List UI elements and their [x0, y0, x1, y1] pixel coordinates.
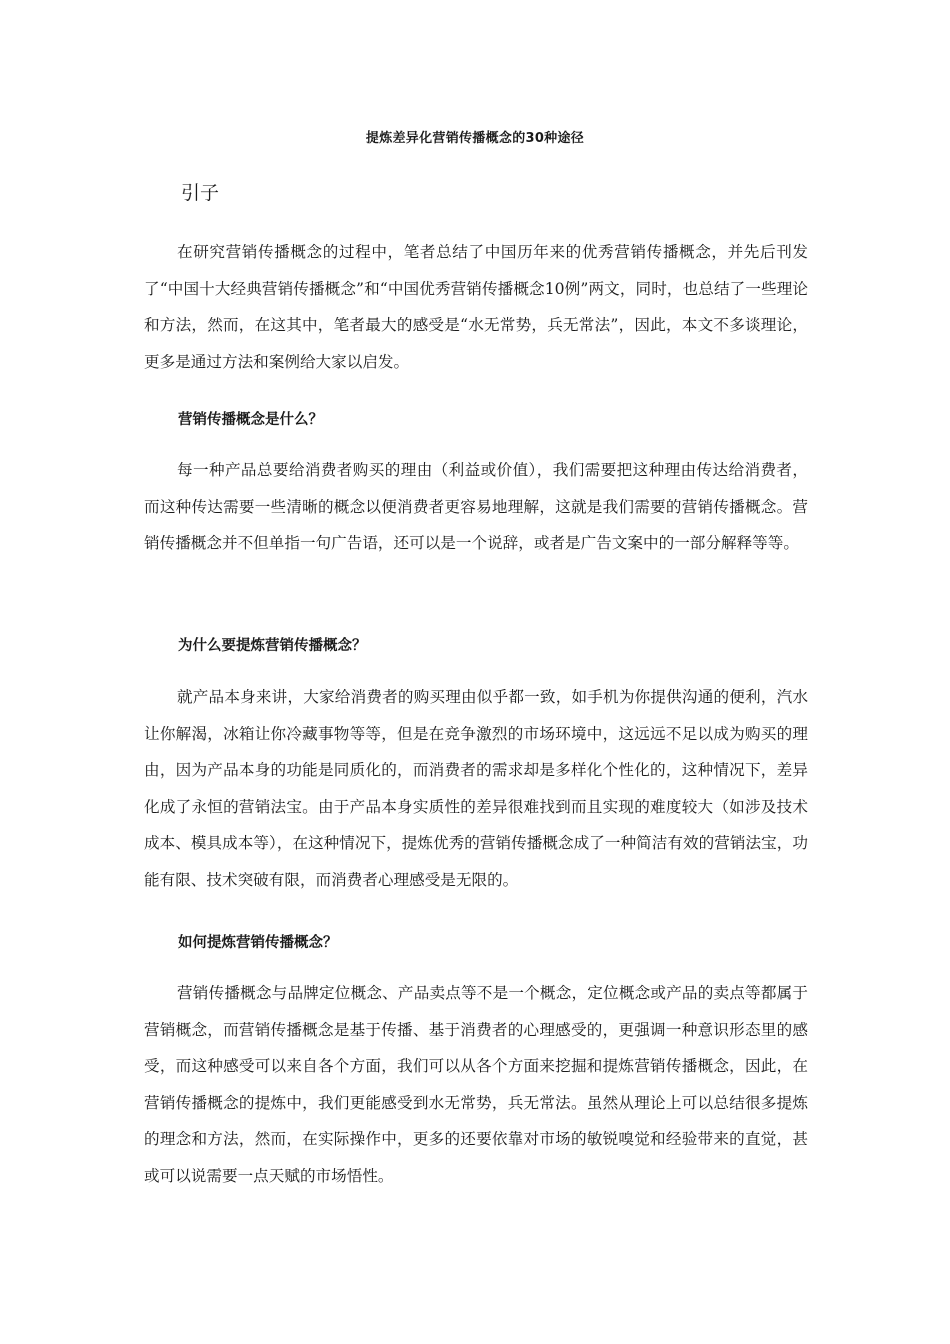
section-heading-how: 如何提炼营销传播概念？ — [178, 935, 338, 951]
section-paragraph-what: 每一种产品总要给消费者购买的理由（利益或价值），我们需要把这种理由传达给消费者，而这种传达需要一些清晰的概念以便消费者更容易地理解，这就是我们需要的营销传播概念。营销传播概念并不但单指一句广告语，还可以是一个说辞，或者是广告文案中的一部分解释等等。 — [144, 461, 808, 552]
section-heading-why: 为什么要提炼营销传播概念？ — [178, 638, 367, 654]
section-paragraph-why: 就产品本身来讲，大家给消费者的购买理由似乎都一致，如手机为你提供沟通的便利，汽水让你解渴，冰箱让你冷藏事物等等，但是在竞争激烈的市场环境中，这远远不足以成为购买的理由，因为产品本身的功能是同质化的，而消费者的需求却是多样化个性化的，这种情况下，差异化成了永恒的营销法宝。由于产品本身实质性的差异很难找到而且实现的难度较大（如涉及技术成本、模具成本等），在这种情况下，提炼优秀的营销传播概念成了一种简洁有效的营销法宝，功能有限、技术突破有限，而消费者心理感受是无限的。 — [144, 688, 808, 889]
intro-heading: 引子 — [181, 182, 220, 204]
section-paragraph-how: 营销传播概念与品牌定位概念、产品卖点等不是一个概念，定位概念或产品的卖点等都属于营销概念，而营销传播概念是基于传播、基于消费者的心理感受的，更强调一种意识形态里的感受，而这种感受可以来自各个方面，我们可以从各个方面来挖掘和提炼营销传播概念，因此，在营销传播概念的提炼中，我们更能感受到水无常势，兵无常法。虽然从理论上可以总结很多提炼的理念和方法，然而，在实际操作中，更多的还要依靠对市场的敏锐嗅觉和经验带来的直觉，甚或可以说需要一点天赋的市场悟性。 — [144, 984, 808, 1185]
section-heading-what: 营销传播概念是什么？ — [178, 412, 323, 428]
document-title: 提炼差异化营销传播概念的30种途径 — [365, 131, 585, 146]
intro-paragraph: 在研究营销传播概念的过程中，笔者总结了中国历年来的优秀营销传播概念，并先后刊发了“中国十大经典营销传播概念”和“中国优秀营销传播概念10例”两文，同时，也总结了一些理论和方法，然而，在这其中，笔者最大的感受是“水无常势，兵无常法”，因此，本文不多谈理论，更多是通过方法和案例给大家以启发。 — [144, 243, 808, 371]
